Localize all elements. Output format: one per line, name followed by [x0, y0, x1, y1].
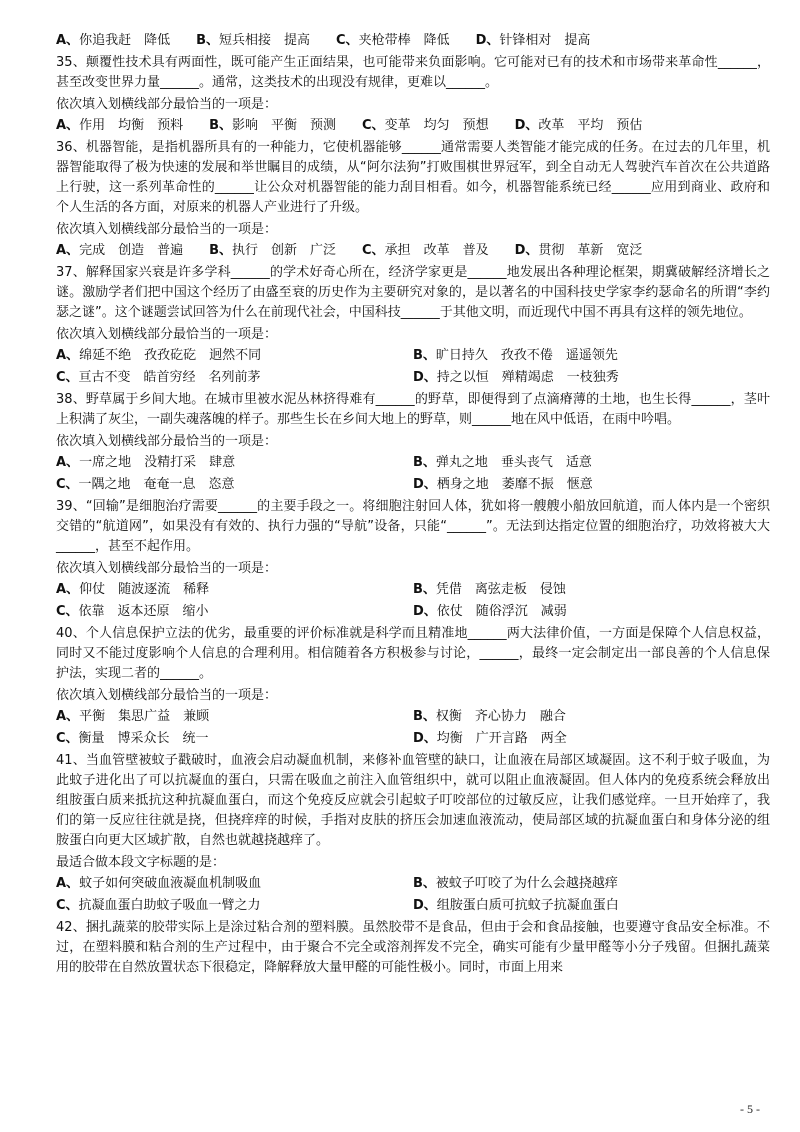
q35-option-c[interactable]: C、变革 均匀 预想 [362, 118, 489, 133]
q41-stem: 41、当血管壁被蚊子戳破时，血液会启动凝血机制，来修补血管壁的缺口，让血液在局部区域凝固。这不利于蚊子吸血，为此蚊子进化出了可以抗凝血的蛋白，只需在吸血之前注入血管组织中，就可以阻止血液凝固。但人体内的免疫系统会释放出组胺蛋白质来抵抗这种抗凝血蛋白，而这个免疫反应就会引起蚊子叮咬部位的过敏反应，让我们感觉痒。一旦开始痒了，我们的第一反应往往就是挠，但挠痒痒的时候，手指对皮肤的挤压会加速血液流动，使局部区域的抗凝血蛋白和身体分泌的组胺蛋白向更大区域扩散，自然也就越挠越痒了。 [56, 753, 770, 848]
q41-option-b[interactable]: B、被蚊子叮咬了为什么会越挠越痒 [413, 876, 618, 891]
q37-prompt: 依次填入划横线部分最恰当的一项是： [56, 327, 278, 342]
q37-options-row2 [56, 368, 770, 388]
q38-option-c[interactable]: C、一隅之地 奄奄一息 恣意 [56, 477, 235, 492]
q34-option-d[interactable]: D、针锋相对 提高 [475, 33, 591, 48]
q34-options [56, 31, 770, 51]
q38-prompt: 依次填入划横线部分最恰当的一项是： [56, 434, 278, 449]
q39-option-b[interactable]: B、凭借 离弦走板 侵蚀 [413, 582, 566, 597]
q41-prompt: 最适合做本段文字标题的是： [56, 855, 226, 870]
q36-option-d[interactable]: D、贯彻 革新 宽泛 [514, 243, 643, 258]
q38-option-a[interactable]: A、一席之地 没精打采 肆意 [56, 455, 236, 470]
q40-option-c[interactable]: C、衡量 博采众长 统一 [56, 731, 209, 746]
q35-option-b[interactable]: B、影响 平衡 预测 [209, 118, 337, 133]
q40-prompt: 依次填入划横线部分最恰当的一项是： [56, 688, 278, 703]
q41-option-a[interactable]: A、蚊子如何突破血液凝血机制吸血 [56, 876, 262, 891]
page-number: - 5 - [740, 1102, 760, 1116]
q38-option-d[interactable]: D、栖身之地 萎靡不振 惬意 [413, 477, 593, 492]
q36-option-b[interactable]: B、执行 创新 广泛 [209, 243, 337, 258]
q38-options-row1 [56, 453, 770, 473]
q40-option-d[interactable]: D、均衡 广开言路 两全 [413, 731, 567, 746]
q41-options-row1 [56, 874, 770, 894]
q35-option-a[interactable]: A、作用 均衡 预料 [56, 118, 184, 133]
q41-option-c[interactable]: C、抗凝血蛋白助蚊子吸血一臂之力 [56, 898, 261, 913]
q34-option-c[interactable]: C、夹枪带棒 降低 [336, 33, 450, 48]
q37-stem: 37、解释国家兴衰是许多学科______的学术好奇心所在，经济学家更是______地发展出各种理论框架，期冀破解经济增长之谜。激励学者们把中国这个经历了由盛至衰的历史作为主要研究对象的，是以著名的中国科技史学家李约瑟命名的所谓“李约瑟之谜”。这个谜题尝试回答为什么在前现代社会，中国科技______于其他文明，而近现代中国不再具有这样的领先地位。 [56, 265, 770, 320]
q36-prompt: 依次填入划横线部分最恰当的一项是： [56, 222, 278, 237]
q39-options-row1 [56, 580, 770, 600]
q40-option-a[interactable]: A、平衡 集思广益 兼顾 [56, 709, 210, 724]
q37-option-c[interactable]: C、亘古不变 皓首穷经 名列前茅 [56, 370, 261, 385]
q40-options-row2 [56, 729, 770, 749]
q34-option-b[interactable]: B、短兵相接 提高 [196, 33, 311, 48]
q39-stem: 39、“回输”是细胞治疗需要______的主要手段之一。将细胞注射回人体，犹如将一艘艘小船放回航道，而人体内是一个密织交错的“航道网”，如果没有有效的、执行力强的“导航”设备，只能“______”。无法到达指定位置的细胞治疗，功效将被大大______，甚至不起作用。 [56, 499, 770, 554]
q39-option-d[interactable]: D、依仗 随俗浮沉 减弱 [413, 604, 567, 619]
q35-prompt: 依次填入划横线部分最恰当的一项是： [56, 97, 278, 112]
q42-stem: 42、捆扎蔬菜的胶带实际上是涂过粘合剂的塑料膜。虽然胶带不是食品，但由于会和食品接触，也要遵守食品安全标准。不过，在塑料膜和粘合剂的生产过程中，由于聚合不完全或溶剂挥发不完全，确实可能有少量甲醛等小分子残留。但捆扎蔬菜用的胶带在自然放置状态下很稳定，降解释放大量甲醛的可能性极小。同时，市面上用来 [56, 920, 770, 975]
q37-option-d[interactable]: D、持之以恒 殚精竭虑 一枝独秀 [413, 370, 619, 385]
q40-options-row1 [56, 707, 770, 727]
q36-option-a[interactable]: A、完成 创造 普遍 [56, 243, 184, 258]
q38-stem: 38、野草属于乡间大地。在城市里被水泥丛林挤得难有______的野草，即便得到了点滴瘠薄的土地，也生长得______，茎叶上积满了灰尘，一副失魂落魄的样子。那些生长在乡间大地上的野草，则______地在风中低语，在雨中吟唱。 [56, 392, 770, 427]
q37-option-a[interactable]: A、绵延不绝 孜孜矻矻 迥然不同 [56, 348, 262, 363]
q39-option-c[interactable]: C、依靠 返本还原 缩小 [56, 604, 209, 619]
q36-options [56, 241, 770, 261]
q35-option-d[interactable]: D、改革 平均 预估 [514, 118, 643, 133]
q39-options-row2 [56, 602, 770, 622]
q37-option-b[interactable]: B、旷日持久 孜孜不倦 遥遥领先 [413, 348, 618, 363]
q37-options-row1 [56, 346, 770, 366]
q40-option-b[interactable]: B、权衡 齐心协力 融合 [413, 709, 566, 724]
q38-option-b[interactable]: B、弹丸之地 垂头丧气 适意 [413, 455, 592, 470]
q35-stem: 35、颠覆性技术具有两面性，既可能产生正面结果，也可能带来负面影响。它可能对已有的技术和市场带来革命性______，甚至改变世界力量______。通常，这类技术的出现没有规律，更难以______。 [56, 55, 770, 90]
q38-options-row2 [56, 475, 770, 495]
q39-option-a[interactable]: A、仰仗 随波逐流 稀释 [56, 582, 210, 597]
q40-stem: 40、个人信息保护立法的优劣，最重要的评价标准就是科学而且精准地______两大法律价值，一方面是保障个人信息权益，同时又不能过度影响个人信息的合理利用。相信随着各方积极参与讨论，______，最终一定会制定出一部良善的个人信息保护法，实现二者的______。 [56, 626, 770, 681]
q36-option-c[interactable]: C、承担 改革 普及 [362, 243, 489, 258]
q35-options [56, 116, 770, 136]
q36-stem: 36、机器智能，是指机器所具有的一种能力，它使机器能够______通常需要人类智能才能完成的任务。在过去的几年里，机器智能取得了极为快速的发展和举世瞩目的成绩，从“阿尔法狗”打败围棋世界冠军，到全自动无人驾驶汽车首次在公共道路上行驶，这一系列革命性的______让公众对机器智能的能力刮目相看。如今，机器智能系统已经______应用到商业、政府和个人生活的各方面，对原来的机器人产业进行了升级。 [56, 140, 770, 215]
q34-option-a[interactable]: A、你追我赶 降低 [56, 33, 171, 48]
q39-prompt: 依次填入划横线部分最恰当的一项是： [56, 561, 278, 576]
q41-options-row2 [56, 896, 770, 916]
q41-option-d[interactable]: D、组胺蛋白质可抗蚊子抗凝血蛋白 [413, 898, 619, 913]
